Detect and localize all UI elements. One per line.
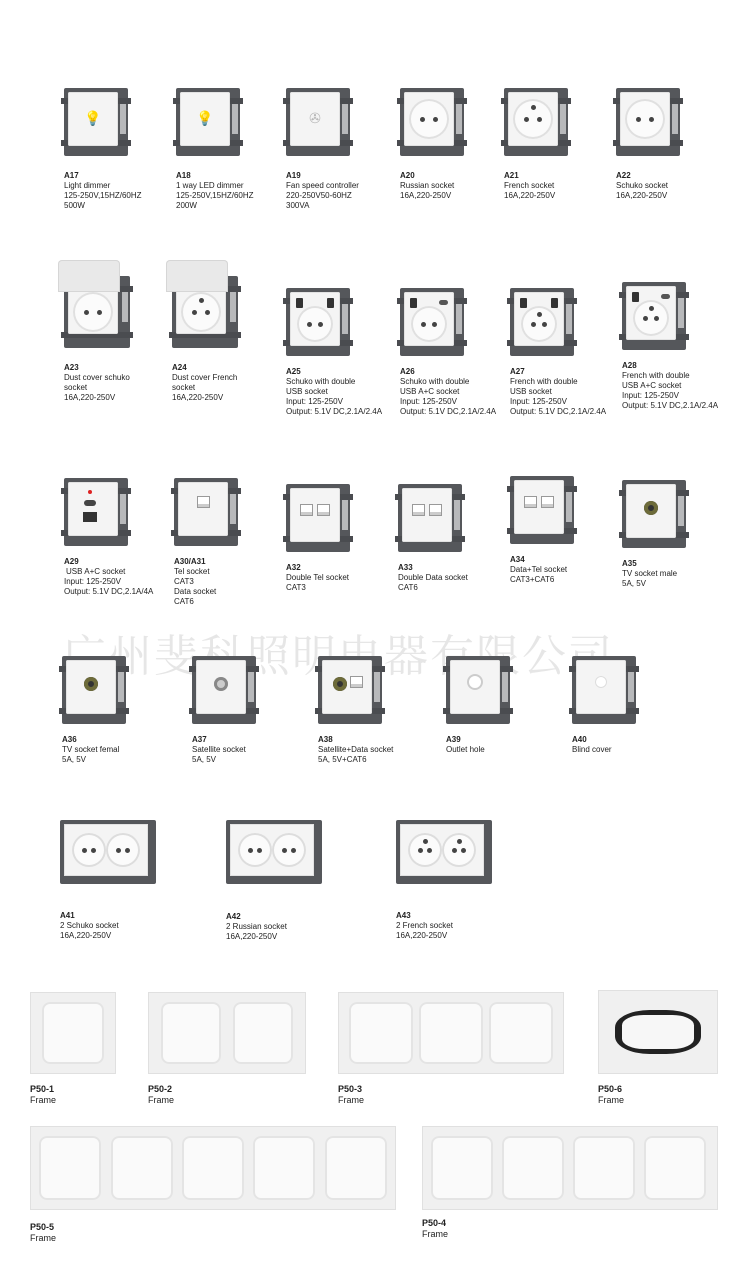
product-code: A38 — [318, 735, 333, 744]
product-a26 — [400, 288, 496, 417]
coax-connector-icon — [84, 677, 98, 691]
product-code: A42 — [226, 912, 241, 921]
product-desc: TV socket femal — [62, 745, 120, 754]
product-desc: socket — [64, 383, 88, 392]
product-desc: Schuko socket — [616, 181, 669, 190]
russian-socket-icon — [409, 99, 449, 139]
product-desc: Satellite+Data socket — [318, 745, 394, 754]
satellite-connector-icon — [214, 677, 228, 691]
product-desc: TV socket male — [622, 569, 678, 578]
product-desc: Light dimmer — [64, 181, 111, 190]
frame-opening — [182, 1136, 244, 1200]
product-code: A18 — [176, 171, 191, 180]
product-spec: Input: 125-250V — [622, 391, 679, 400]
product-code: A35 — [622, 559, 637, 568]
product-spec: 16A,220-250V — [64, 393, 116, 402]
product-desc: French socket — [504, 181, 555, 190]
product-desc: Dust cover schuko — [64, 373, 130, 382]
product-a29 — [64, 478, 153, 597]
blind-cover-icon — [595, 676, 607, 688]
rj-port-icon — [300, 504, 313, 516]
product-spec: CAT6 — [398, 583, 418, 592]
product-spec: CAT3 — [286, 583, 306, 592]
frame-p50-1 — [30, 992, 116, 1074]
product-desc: Schuko with double — [400, 377, 470, 386]
product-desc: French with double — [510, 377, 578, 386]
frame-code: P50-4 — [422, 1218, 447, 1228]
product-code: A30/A31 — [174, 557, 206, 566]
product-a17 — [64, 88, 142, 211]
frame-p50-3 — [338, 992, 564, 1074]
dust-cover-icon — [166, 260, 228, 292]
product-a37 — [192, 656, 256, 765]
frame-opening — [253, 1136, 315, 1200]
product-desc: USB socket — [510, 387, 552, 396]
product-code: A40 — [572, 735, 587, 744]
product-a36 — [62, 656, 126, 765]
frame-p50-6 — [598, 990, 718, 1074]
product-desc: Russian socket — [400, 181, 455, 190]
product-a22 — [616, 88, 680, 201]
coax-connector-icon — [644, 501, 658, 515]
usb-port-icon — [410, 298, 417, 308]
rj-port-icon — [429, 504, 442, 516]
frame-opening — [233, 1002, 293, 1064]
product-a20 — [400, 88, 464, 201]
product-spec: 5A, 5V — [622, 579, 647, 588]
frame-desc: Frame — [598, 1095, 625, 1105]
product-spec: Input: 125-250V — [510, 397, 567, 406]
product-spec: 220-250V50-60HZ — [286, 191, 352, 200]
frame-opening — [325, 1136, 387, 1200]
bulb-icon: 💡 — [196, 111, 214, 127]
product-a40 — [572, 656, 636, 755]
product-a28 — [622, 282, 718, 411]
product-spec: Input: 125-250V — [400, 397, 457, 406]
frame-desc: Frame — [422, 1229, 449, 1239]
product-spec: Input: 125-250V — [286, 397, 343, 406]
product-spec: 16A,220-250V — [504, 191, 556, 200]
outlet-hole-icon — [467, 674, 483, 690]
frame-code: P50-1 — [30, 1084, 55, 1094]
product-a34 — [510, 476, 574, 585]
fan-icon: ✇ — [309, 111, 321, 127]
product-code: A22 — [616, 171, 631, 180]
product-spec: CAT3+CAT6 — [510, 575, 555, 584]
product-spec: 16A,220-250V — [226, 932, 278, 941]
product-a19 — [286, 88, 359, 211]
frame-label-p50-3 — [338, 1084, 364, 1106]
product-spec: 300VA — [286, 201, 310, 210]
product-code: A17 — [64, 171, 79, 180]
frame-opening — [573, 1136, 635, 1200]
usb-port-icon — [327, 298, 334, 308]
product-code: A28 — [622, 361, 637, 370]
product-code: A24 — [172, 363, 187, 372]
usb-port-icon — [520, 298, 527, 308]
product-code: A20 — [400, 171, 415, 180]
product-a32 — [286, 484, 350, 593]
product-code: A34 — [510, 555, 525, 564]
frame-label-p50-1 — [30, 1084, 56, 1106]
product-code: A21 — [504, 171, 519, 180]
product-spec: 16A,220-250V — [60, 931, 112, 940]
product-code: A39 — [446, 735, 461, 744]
frame-code: P50-5 — [30, 1222, 55, 1232]
product-a33 — [398, 484, 468, 593]
product-spec: 5A, 5V — [62, 755, 87, 764]
frame-opening — [644, 1136, 706, 1200]
russian-socket-icon — [272, 833, 306, 867]
product-spec: 16A,220-250V — [400, 191, 452, 200]
frame-opening — [42, 1002, 104, 1064]
product-spec: Input: 125-250V — [64, 577, 121, 586]
product-a30-a31 — [174, 478, 238, 607]
frame-desc: Frame — [148, 1095, 175, 1105]
product-desc: Double Data socket — [398, 573, 468, 582]
product-a27 — [510, 288, 606, 417]
frame-label-p50-4 — [422, 1218, 448, 1240]
usb-port-icon — [83, 512, 97, 522]
product-desc: USB A+C socket — [622, 381, 682, 390]
frame-p50-2 — [148, 992, 306, 1074]
product-code: A19 — [286, 171, 301, 180]
product-spec: CAT6 — [174, 597, 194, 606]
product-a41 — [60, 820, 156, 941]
frame-opening — [502, 1136, 564, 1200]
product-desc: Double Tel socket — [286, 573, 349, 582]
rj-port-icon — [350, 676, 363, 688]
frame-desc: Frame — [338, 1095, 365, 1105]
frame-label-p50-6 — [598, 1084, 624, 1106]
product-desc: socket — [172, 383, 196, 392]
product-spec: 16A,220-250V — [396, 931, 448, 940]
usb-port-icon — [551, 298, 558, 308]
product-desc: Tel socket — [174, 567, 210, 576]
product-a38 — [318, 656, 393, 765]
product-spec: 125-250V,15HZ/60HZ — [64, 191, 142, 200]
product-spec: Output: 5.1V DC,2.1A/4A — [64, 587, 154, 596]
frame-desc: Frame — [30, 1095, 57, 1105]
product-desc: USB socket — [286, 387, 328, 396]
usb-port-icon — [632, 292, 639, 302]
product-spec: Output: 5.1V DC,2.1A/2.4A — [510, 407, 607, 416]
product-code: A33 — [398, 563, 413, 572]
schuko-socket-icon — [106, 833, 140, 867]
schuko-socket-icon — [625, 99, 665, 139]
usb-c-port-icon — [661, 294, 670, 299]
product-spec: 16A,220-250V — [616, 191, 668, 200]
frame-code: P50-2 — [148, 1084, 173, 1094]
product-a25 — [286, 288, 382, 417]
product-desc: French with double — [622, 371, 690, 380]
rj-port-icon — [541, 496, 554, 508]
product-code: A32 — [286, 563, 301, 572]
usb-port-icon — [296, 298, 303, 308]
product-spec: 16A,220-250V — [172, 393, 224, 402]
product-desc: Blind cover — [572, 745, 612, 754]
frame-opening — [161, 1002, 221, 1064]
product-a21 — [504, 88, 568, 201]
product-desc: Dust cover French — [172, 373, 238, 382]
rj-port-icon — [317, 504, 330, 516]
product-code: A23 — [64, 363, 79, 372]
product-code: A27 — [510, 367, 525, 376]
product-spec: Output: 5.1V DC,2.1A/2.4A — [400, 407, 497, 416]
frame-label-p50-2 — [148, 1084, 174, 1106]
frame-code: P50-3 — [338, 1084, 363, 1094]
frame-p50-4 — [422, 1126, 718, 1210]
frame-inner-icon — [622, 1015, 694, 1049]
product-desc: 2 Schuko socket — [60, 921, 119, 930]
product-desc: 2 Russian socket — [226, 922, 287, 931]
product-desc: Data+Tel socket — [510, 565, 568, 574]
product-spec: 5A, 5V+CAT6 — [318, 755, 367, 764]
dust-cover-icon — [58, 260, 120, 292]
product-a35 — [622, 480, 686, 589]
product-desc: Data socket — [174, 587, 217, 596]
product-code: A25 — [286, 367, 301, 376]
product-spec: 200W — [176, 201, 197, 210]
rj-port-icon — [197, 496, 210, 508]
product-desc: Satellite socket — [192, 745, 246, 754]
product-a23 — [64, 276, 130, 403]
french-socket-icon — [442, 833, 476, 867]
product-spec: Output: 5.1V DC,2.1A/2.4A — [286, 407, 383, 416]
frame-label-p50-5 — [30, 1222, 56, 1244]
product-desc: USB A+C socket — [66, 567, 126, 576]
product-a18 — [176, 88, 254, 211]
product-spec: 125-250V,15HZ/60HZ — [176, 191, 254, 200]
product-a42 — [226, 820, 322, 942]
led-indicator-icon — [88, 490, 92, 494]
usb-c-port-icon — [84, 500, 96, 506]
product-code: A37 — [192, 735, 207, 744]
product-spec: Output: 5.1V DC,2.1A/2.4A — [622, 401, 719, 410]
product-desc: Outlet hole — [446, 745, 485, 754]
schuko-socket-icon — [72, 833, 106, 867]
french-socket-icon — [408, 833, 442, 867]
product-code: A26 — [400, 367, 415, 376]
product-desc: 2 French socket — [396, 921, 453, 930]
product-desc: Schuko with double — [286, 377, 356, 386]
frame-opening — [111, 1136, 173, 1200]
rj-port-icon — [524, 496, 537, 508]
russian-socket-icon — [238, 833, 272, 867]
product-spec: CAT3 — [174, 577, 194, 586]
product-code: A36 — [62, 735, 77, 744]
frame-opening — [489, 1002, 552, 1064]
product-code: A43 — [396, 911, 411, 920]
frame-opening — [419, 1002, 482, 1064]
bulb-icon: 💡 — [84, 111, 102, 127]
frame-desc: Frame — [30, 1233, 57, 1243]
rj-port-icon — [412, 504, 425, 516]
frame-opening — [39, 1136, 101, 1200]
product-desc: 1 way LED dimmer — [176, 181, 244, 190]
frame-p50-5 — [30, 1126, 396, 1210]
product-code: A29 — [64, 557, 79, 566]
frame-opening — [431, 1136, 493, 1200]
product-code: A41 — [60, 911, 75, 920]
frame-code: P50-6 — [598, 1084, 623, 1094]
french-socket-icon — [513, 99, 553, 139]
product-spec: 5A, 5V — [192, 755, 217, 764]
frame-opening — [349, 1002, 412, 1064]
product-desc: Fan speed controller — [286, 181, 359, 190]
product-a39 — [446, 656, 510, 755]
product-spec: 500W — [64, 201, 85, 210]
product-a24 — [172, 276, 238, 403]
coax-connector-icon — [333, 677, 347, 691]
product-desc: USB A+C socket — [400, 387, 460, 396]
product-a43 — [396, 820, 492, 941]
usb-c-port-icon — [439, 300, 448, 305]
